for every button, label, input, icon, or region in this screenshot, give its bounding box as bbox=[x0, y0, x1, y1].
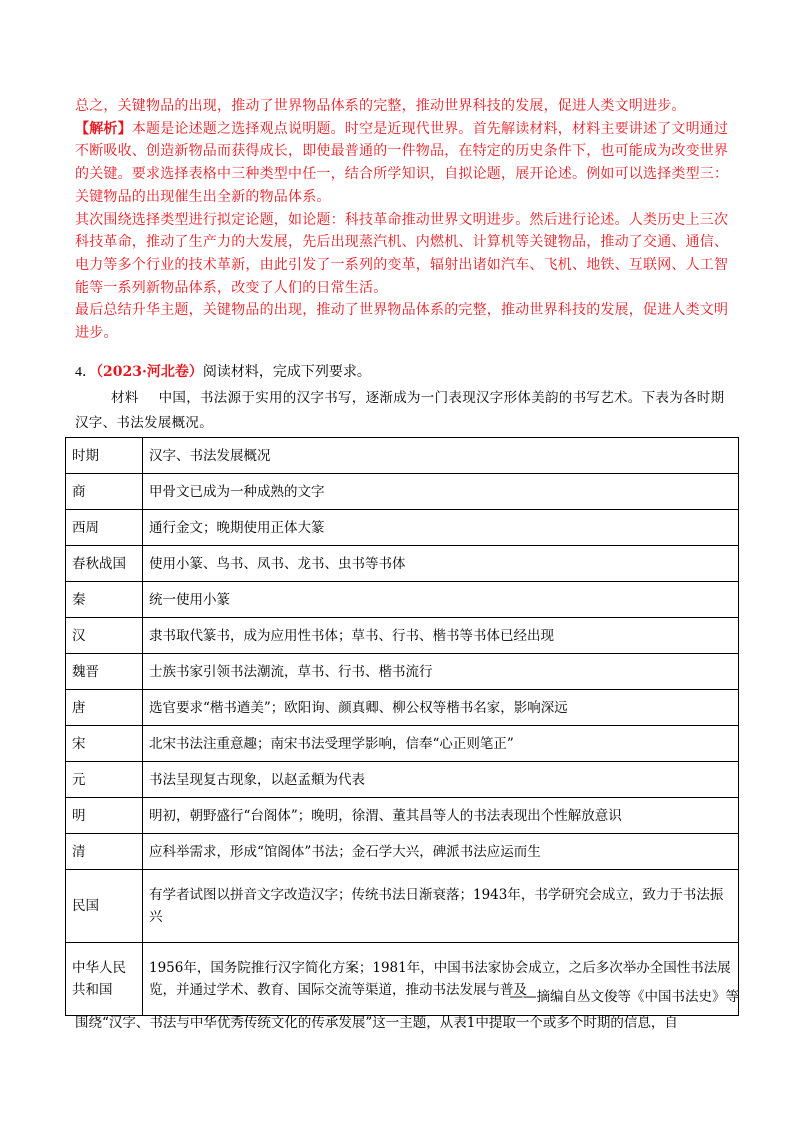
table-row bbox=[66, 546, 739, 582]
table-row bbox=[66, 762, 739, 798]
table-cell-content: 明初，朝野盛行“台阁体”；晚明，徐渭、董其昌等人的书法表现出个性解放意识 bbox=[143, 798, 739, 834]
table-cell-content: 隶书取代篆书，成为应用性书体；草书、行书、楷书等书体已经出现 bbox=[143, 618, 739, 654]
analysis-second-paragraph: 其次围绕选择类型进行拟定论题，如论题：科技革命推动世界文明进步。然后进行论述。人类历史上三次科技革命，推动了生产力的大发展，先后出现蒸汽机、内燃机、计算机等关键物品，推动了交通、通信、电力等多个行业的技术革新，由此引发了一系列的变革，辐射出诸如汽车、飞机、地铁、互联网、人工智能等一系列新物品体系，改变了人们的日常生活。 bbox=[75, 211, 729, 296]
table-cell-period: 秦 bbox=[66, 582, 143, 618]
task-text: 围绕“汉字、书法与中华优秀传统文化的传承发展”这一主题，从表1中提取一个或多个时期的信息，自 bbox=[75, 1015, 678, 1031]
table-cell-period: 西周 bbox=[66, 510, 143, 546]
material-text: 中国，书法源于实用的汉字书写，逐渐成为一门表现汉字形体美韵的书写艺术。下表为各时期汉字、书法发展概况。 bbox=[75, 390, 725, 431]
table-cell-period: 春秋战国 bbox=[66, 546, 143, 582]
table-header-content: 汉字、书法发展概况 bbox=[143, 438, 739, 474]
table-row bbox=[66, 798, 739, 834]
question-prompt: 阅读材料，完成下列要求。 bbox=[202, 364, 371, 380]
material-paragraph bbox=[75, 386, 735, 436]
question-number: 4． bbox=[75, 365, 96, 380]
table-cell-content: 甲骨文已成为一种成熟的文字 bbox=[143, 474, 739, 510]
table-row bbox=[66, 726, 739, 762]
material-label: 材料 bbox=[111, 390, 139, 406]
analysis-final-paragraph: 最后总结升华主题，关键物品的出现，推动了世界物品体系的完整，推动世界科技的发展，促进人类文明进步。 bbox=[75, 302, 729, 342]
table-row bbox=[66, 582, 739, 618]
table-row bbox=[66, 690, 739, 726]
table-cell-content: 有学者试图以拼音文字改造汉字；传统书法日渐衰落；1943年，书学研究会成立，致力于书法振兴 bbox=[143, 870, 739, 943]
table-cell-content: 士族书家引领书法潮流，草书、行书、楷书流行 bbox=[143, 654, 739, 690]
citation: ——摘编自丛文俊等《中国书法史》等 bbox=[509, 989, 739, 1005]
history-table bbox=[65, 437, 739, 1016]
table-cell-period: 民国 bbox=[66, 870, 143, 943]
table-cell-content: 统一使用小篆 bbox=[143, 582, 739, 618]
table-cell-content: 1956年，国务院推行汉字简化方案；1981年，中国书法家协会成立，之后多次举办全国性书法展览，并通过学术、教育、国际交流等渠道，推动书法发展与普及 bbox=[143, 943, 739, 1016]
table-row bbox=[66, 654, 739, 690]
table-cell-period: 清 bbox=[66, 834, 143, 870]
table-row bbox=[66, 510, 739, 546]
table-cell-period: 唐 bbox=[66, 690, 143, 726]
table-cell-content: 通行金文；晚期使用正体大篆 bbox=[143, 510, 739, 546]
question-heading bbox=[75, 361, 371, 384]
table-header-row bbox=[66, 438, 739, 474]
table-row bbox=[66, 618, 739, 654]
answer-analysis-block bbox=[75, 95, 735, 345]
table-cell-period: 魏晋 bbox=[66, 654, 143, 690]
analysis-paragraph bbox=[75, 118, 735, 209]
analysis-label: 【解析】 bbox=[75, 120, 132, 137]
table-cell-content: 使用小篆、鸟书、凤书、龙书、虫书等书体 bbox=[143, 546, 739, 582]
table-header-period: 时期 bbox=[66, 438, 143, 474]
table-cell-period: 商 bbox=[66, 474, 143, 510]
table-row bbox=[66, 474, 739, 510]
table-cell-period: 元 bbox=[66, 762, 143, 798]
table-cell-content: 书法呈现复古现象，以赵孟頫为代表 bbox=[143, 762, 739, 798]
table-cell-content: 北宋书法注重意趣；南宋书法受理学影响，信奉“心正则笔正” bbox=[143, 726, 739, 762]
table-cell-period: 汉 bbox=[66, 618, 143, 654]
table-cell-content: 应科举需求，形成“馆阁体”书法；金石学大兴，碑派书法应运而生 bbox=[143, 834, 739, 870]
table-row bbox=[66, 870, 739, 943]
table-cell-period: 明 bbox=[66, 798, 143, 834]
analysis-text: 本题是论述题之选择观点说明题。时空是近现代世界。首先解读材料，材料主要讲述了文明通过不断吸收、创造新物品而获得成长，即使最普通的一件物品，在特定的历史条件下，也可能成为改变世界的关键。要求选择表格中三种类型中任一，结合所学知识，自拟论题，展开论述。例如可以选择类型三：关键物品的出现催生出全新的物品体系。 bbox=[75, 120, 729, 205]
table-cell-content: 选官要求“楷书遒美”；欧阳询、颜真卿、柳公权等楷书名家，影响深远 bbox=[143, 690, 739, 726]
table-row bbox=[66, 834, 739, 870]
answer-conclusion: 总之，关键物品的出现，推动了世界物品体系的完整，推动世界科技的发展，促进人类文明进步。 bbox=[75, 98, 686, 114]
question-source: （2023·河北卷） bbox=[96, 364, 203, 380]
table-cell-period: 中华人民共和国 bbox=[66, 943, 143, 1016]
table-cell-period: 宋 bbox=[66, 726, 143, 762]
